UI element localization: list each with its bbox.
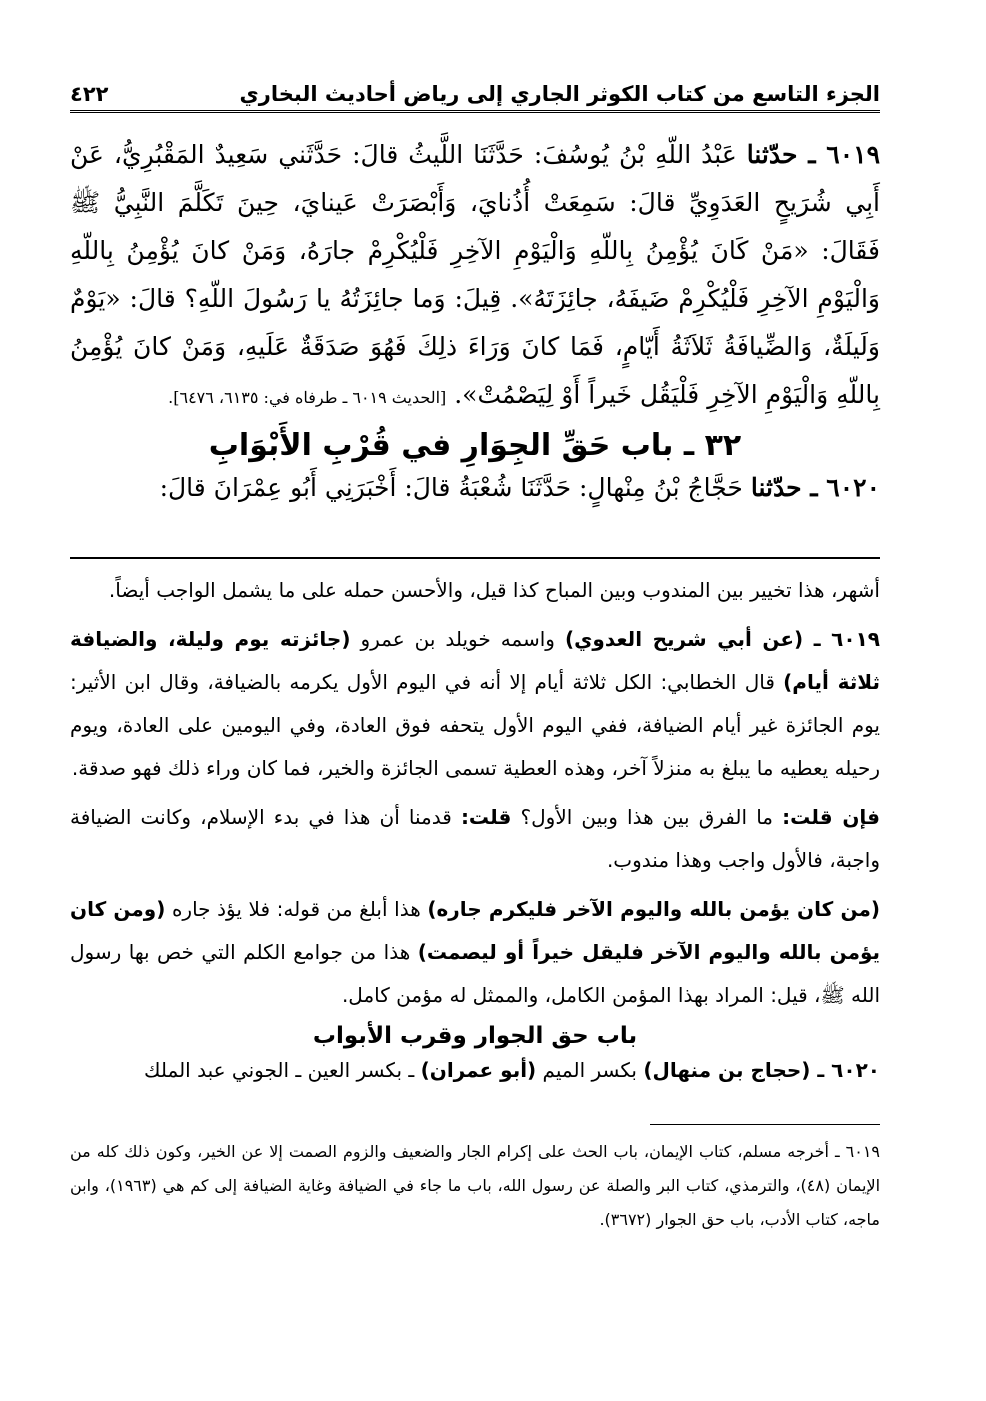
footnote: ٦٠١٩ ـ أخرجه مسلم، كتاب الإيمان، باب الحث على إكرام الجار والضعيف والزوم الصمت إلا عن الخير، وكون ذلك كله من الإيمان (٤٨)، والترمذي، كتاب البر والصلة عن رسول الله، باب ما جاء في الضيافة وغاية الضيافة إلى كم هي (١٩٦٣)، وابن ماجه، كتاب الأدب، باب حق الجوار (٣٦٧٢). [70, 1142, 881, 1229]
commentary-paragraph-5 [70, 1049, 880, 1092]
hadith-6019-number: ٦٠١٩ ـ حدّثنا [746, 140, 880, 169]
hadith-6019 [70, 131, 880, 422]
hadith-6019-text: عَبْدُ اللّهِ بْنُ يُوسُفَ: حَدَّثَنَا اللَّيثُ قالَ: حَدَّثَني سَعِيدٌ المَقْبُرِيُّ، عَنْ أَبِي شُرَيحٍ العَدَوِيِّ قالَ: سَمِعَتْ أُذُنايَ، وَأَبْصَرَتْ عَينايَ، حِينَ تَكَلَّمَ النَّبِيُّ ﷺ فَقَالَ: «مَنْ كَانَ يُؤْمِنُ بِاللّهِ وَالْيَوْمِ الآخِرِ فَلْيُكْرِمْ جارَهُ، وَمَنْ كانَ يُؤْمِنُ بِاللّهِ وَالْيَوْمِ الآخِرِ فَلْيُكْرِمْ ضَيفَهُ، جائِزَتَهُ». قِيلَ: وَما جائِزَتُهُ يا رَسُولَ اللّهِ؟ قالَ: «يَوْمٌ وَلَيلَةٌ، وَالضِّيافَةُ ثَلاَثَةُ أَيّامٍ، فَمَا كانَ وَرَاءَ ذلِكَ فَهُوَ صَدَقَةٌ عَلَيهِ، وَمَنْ كانَ يُؤْمِنُ بِاللّهِ وَالْيَوْمِ الآخِرِ فَلْيَقُل خَيراً أَوْ لِيَصْمُتْ». [70, 140, 880, 409]
commentary-2-bold-1: ٦٠١٩ ـ (عن أبي شريح العدوي) [564, 627, 880, 651]
hadith-6020-text: حَجَّاجُ بْنُ مِنْهالٍ: حَدَّثَنَا شُعْبَةُ قالَ: أَخْبَرَنِي أَبُو عِمْرَانَ قالَ: [159, 473, 743, 502]
page-header [70, 60, 880, 113]
commentary-5-text-2: ـ بكسر العين ـ الجوني عبد الملك [144, 1058, 421, 1082]
hadith-6020 [70, 465, 880, 511]
footnote-divider [650, 1124, 880, 1125]
commentary-5-text-1: بكسر الميم [536, 1058, 644, 1082]
commentary-3-bold-1: فإن قلت: [782, 805, 881, 829]
commentary-4-text-1: هذا أبلغ من قوله: فلا يؤذ جاره [165, 897, 428, 921]
commentary-4-text-2: هذا من جوامع الكلم التي خص بها رسول الله ﷺ، قيل: المراد بهذا المؤمن الكامل، والممثل له مؤمن كامل. [70, 940, 880, 1007]
commentary-4-bold-2: (ومن كان يؤمن بالله واليوم الآخر فليقل خيراً أو ليصمت) [70, 897, 881, 964]
commentary-2-text-2: قال الخطابي: الكل ثلاثة أيام إلا أنه في اليوم الأول يكرمه بالضيافة، وقال ابن الأثير: يوم الجائزة غير أيام الضيافة، ففي اليوم الأول يتحفه فوق العادة، وفي اليومين على العادة، ويوم رحيله يعطيه ما يبلغ به منزلاً آخر، وهذه العطية تسمى الجائزة والخير، فما كان وراء ذلك فهو صدقة. [70, 670, 880, 780]
commentary-2-text-1: واسمه خويلد بن عمرو [350, 627, 565, 651]
hadith-6019-reference: [الحديث ٦٠١٩ ـ طرفاه في: ٦١٣٥، ٦٤٧٦]. [168, 388, 447, 407]
commentary-3-bold-2: قلت: [460, 805, 512, 829]
chapter-heading: ٣٢ ـ باب حَقِّ الجِوَارِ في قُرْبِ الأَبْوَابِ [208, 428, 742, 463]
page-number: ٤٢٢ [70, 82, 109, 106]
commentary-3-text-1: ما الفرق بين هذا وبين الأول؟ [511, 805, 783, 829]
commentary-5-bold-1: ٦٠٢٠ ـ (حجاج بن منهال) [643, 1058, 880, 1082]
commentary-5-bold-2: (أبو عمران) [420, 1058, 537, 1082]
commentary-paragraph-3 [70, 796, 880, 882]
commentary-2-bold-2: (جائزته يوم وليلة، والضيافة ثلاثة أيام) [70, 627, 880, 694]
commentary-divider [70, 557, 880, 559]
commentary-paragraph-4 [70, 888, 880, 1017]
commentary-paragraph-1: أشهر، هذا تخيير بين المندوب وبين المباح كذا قيل، والأحسن حمله على ما يشمل الواجب أيضاً. [108, 578, 880, 602]
hadith-6020-number: ٦٠٢٠ ـ حدّثنا [750, 473, 880, 502]
book-page [70, 60, 880, 1237]
commentary-chapter-heading: باب حق الجوار وقرب الأبواب [312, 1023, 638, 1049]
commentary-4-bold-1: (من كان يؤمن بالله واليوم الآخر فليكرم جاره) [427, 897, 880, 921]
commentary-paragraph-2 [70, 618, 880, 790]
commentary-3-text-2: قدمنا أن هذا في بدء الإسلام، وكانت الضيافة واجبة، فالأول واجب وهذا مندوب. [70, 805, 880, 872]
running-title: الجزء التاسع من كتاب الكوثر الجاري إلى رياض أحاديث البخاري [239, 82, 880, 106]
